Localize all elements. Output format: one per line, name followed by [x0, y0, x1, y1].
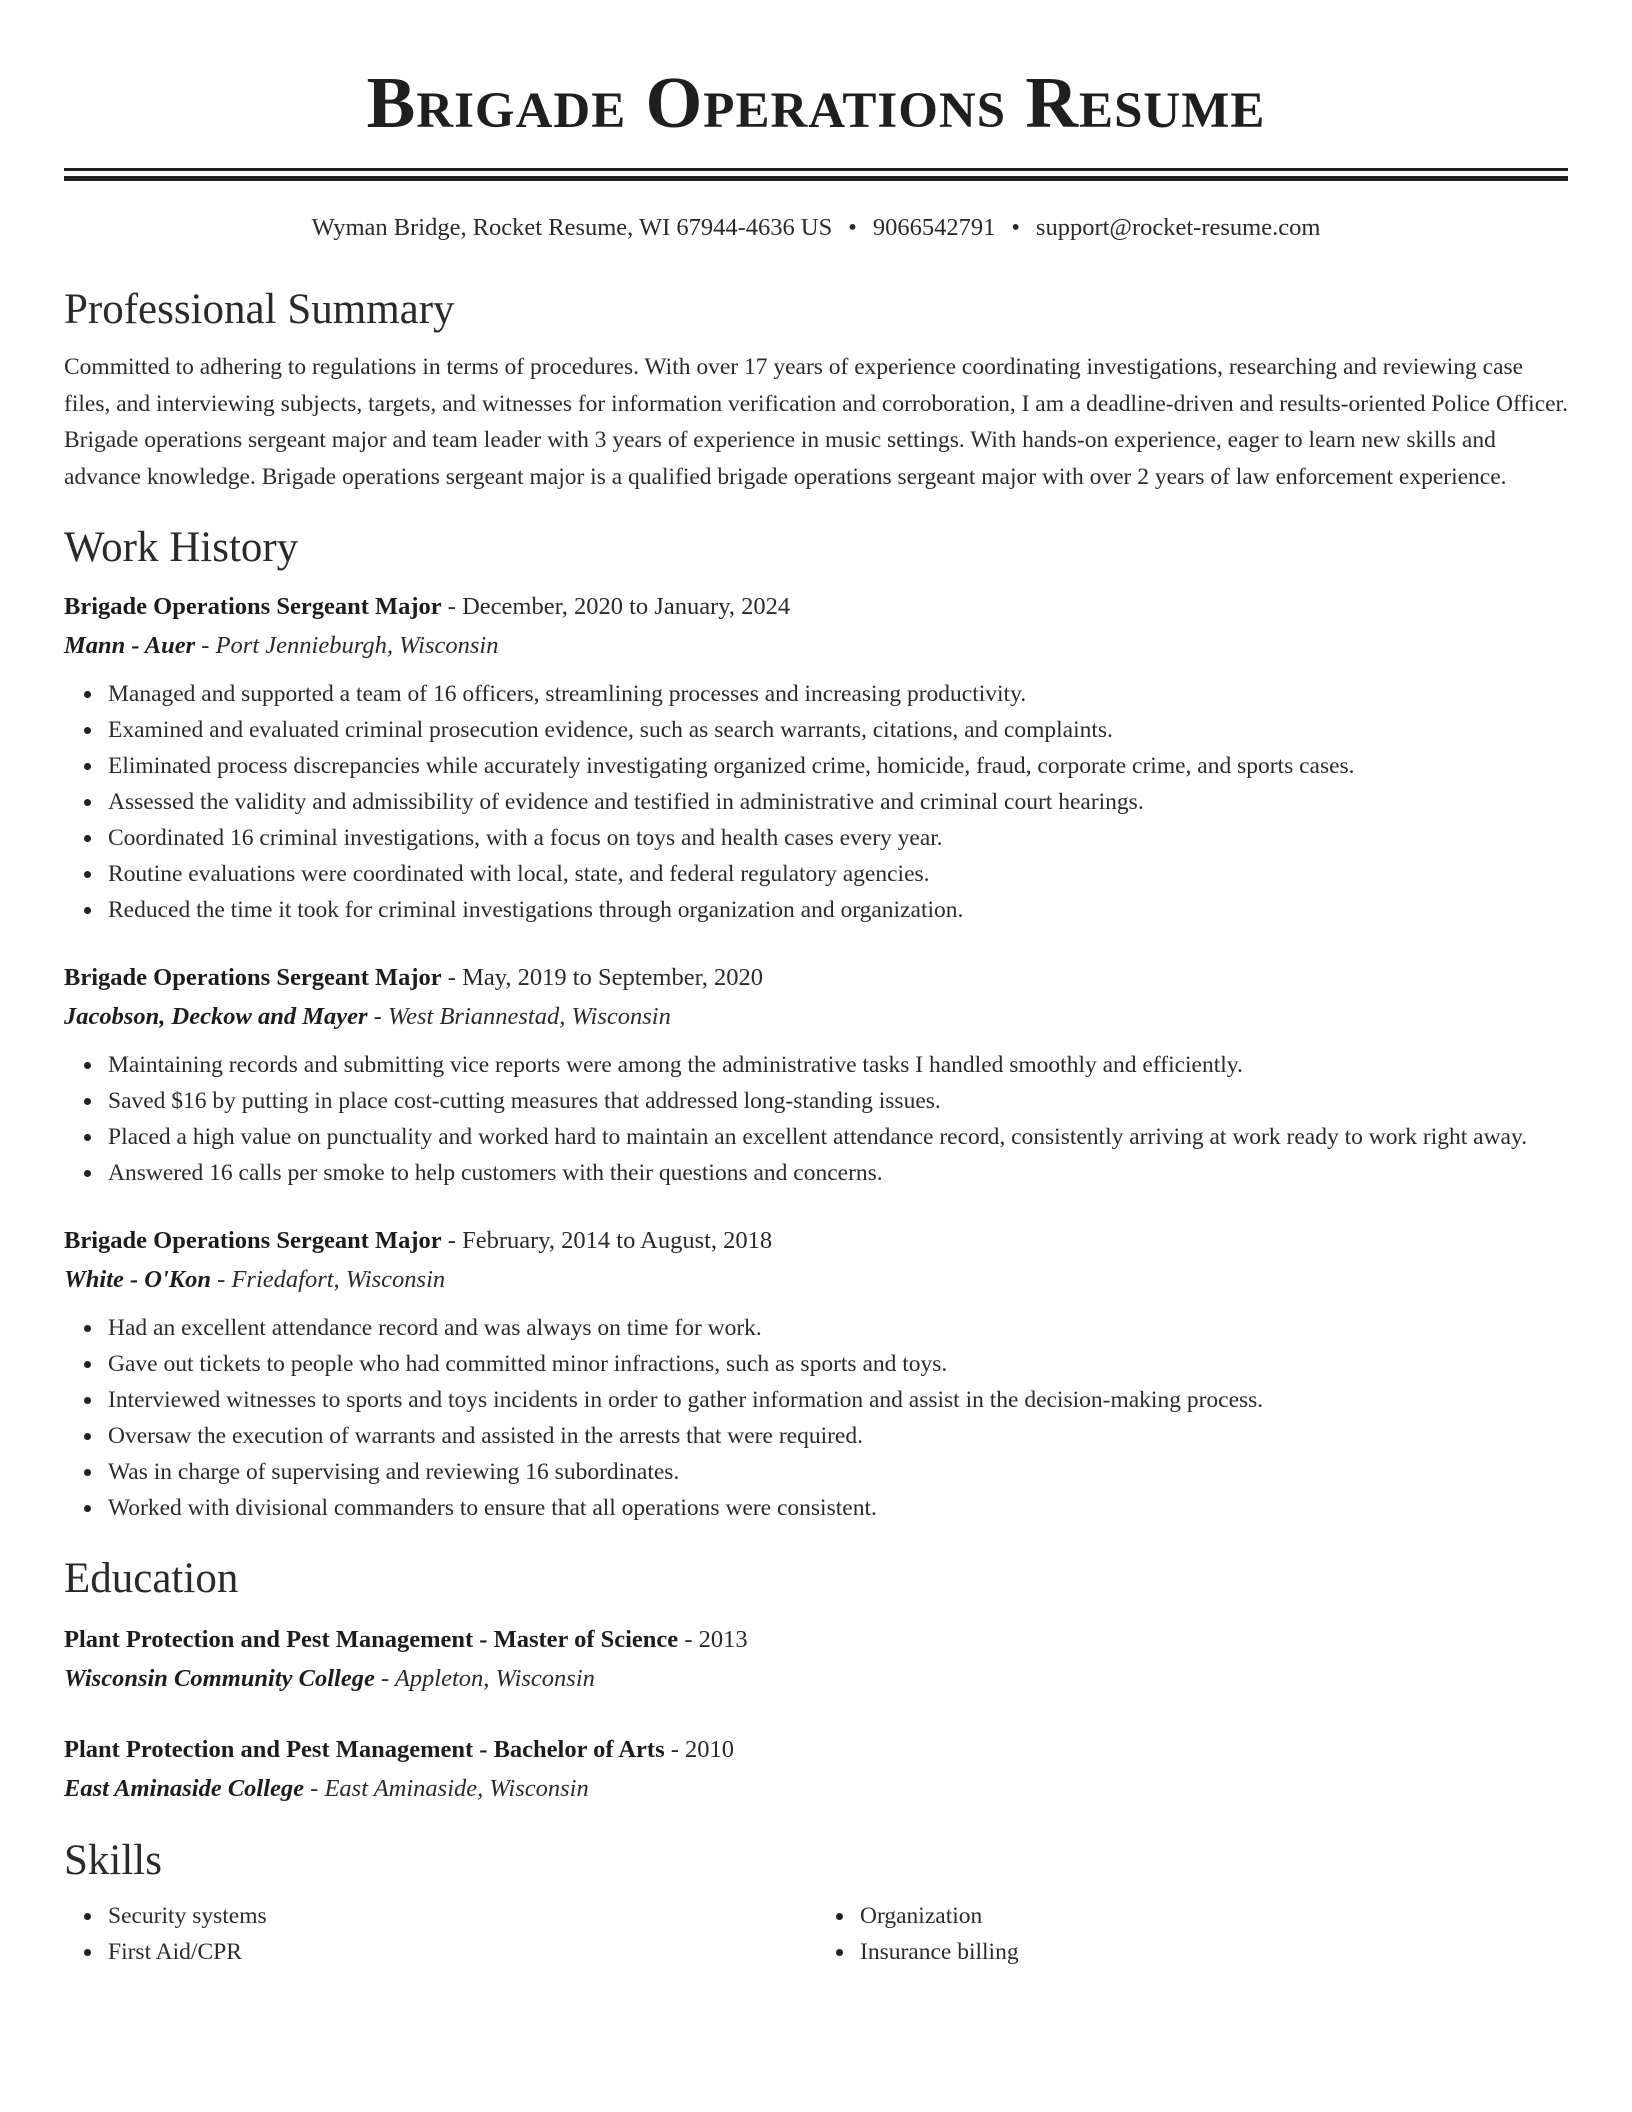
contact-separator: •: [1011, 214, 1020, 241]
dash: -: [664, 1736, 686, 1763]
contact-address: Wyman Bridge, Rocket Resume, WI 67944-4636 US: [311, 214, 833, 241]
dash: -: [374, 1665, 395, 1692]
job-entry: [64, 1221, 1568, 1526]
degree: Plant Protection and Pest Management - Bachelor of Arts: [64, 1736, 665, 1763]
job-title: Brigade Operations Sergeant Major: [64, 1227, 442, 1254]
resume-page: [64, 0, 1568, 1970]
job-bullet: Was in charge of supervising and reviewing 16 subordinates.: [108, 1454, 1568, 1490]
dash: -: [441, 964, 463, 991]
job-title-line: [64, 958, 1568, 997]
school-name: Wisconsin Community College: [64, 1665, 375, 1692]
job-bullet: Oversaw the execution of warrants and assisted in the arrests that were required.: [108, 1418, 1568, 1454]
dash: -: [304, 1775, 325, 1802]
contact-separator: •: [848, 214, 857, 241]
contact-phone: 9066542791: [872, 214, 996, 241]
dash: -: [441, 1227, 463, 1254]
job-dates: February, 2014 to August, 2018: [462, 1227, 773, 1254]
dash: -: [367, 1003, 388, 1030]
job-bullet: Worked with divisional commanders to ensure that all operations were consistent.: [108, 1490, 1568, 1526]
job-entry: [64, 958, 1568, 1191]
contact-email: support@rocket-resume.com: [1035, 214, 1321, 241]
job-location: West Briannestad, Wisconsin: [387, 1003, 671, 1030]
summary-text: Committed to adhering to regulations in terms of procedures. With over 17 years of experience coordinating investigations, researching and reviewing case files, and interviewing subjects, targets, and witnesses for information verification and corroboration, I am a deadline-driven and results-oriented Police Officer. Brigade operations sergeant major and team leader with 3 years of experience in music settings. With hands-on experience, eager to learn new skills and advance knowledge. Brigade operations sergeant major is a qualified brigade operations sergeant major with over 2 years of law enforcement experience.: [64, 354, 1568, 490]
work-history-heading: Work History: [64, 524, 299, 571]
job-bullet: Routine evaluations were coordinated with local, state, and federal regulatory agencies.: [108, 856, 1568, 892]
job-bullet: Saved $16 by putting in place cost-cutting measures that addressed long-standing issues.: [108, 1083, 1568, 1119]
job-employer-line: [64, 1260, 1568, 1299]
job-employer: Jacobson, Deckow and Mayer: [64, 1003, 368, 1030]
job-bullet: Gave out tickets to people who had committed minor infractions, such as sports and toys.: [108, 1346, 1568, 1382]
degree-line: [64, 1620, 1568, 1659]
job-bullet: Interviewed witnesses to sports and toys incidents in order to gather information and assist in the decision-making process.: [108, 1382, 1568, 1418]
graduation-year: 2013: [698, 1626, 748, 1653]
job-employer: Mann - Auer: [64, 632, 196, 659]
school-line: [64, 1659, 1568, 1698]
job-employer-line: [64, 997, 1568, 1036]
dash: -: [678, 1626, 699, 1653]
resume-title: Brigade Operations Resume: [366, 62, 1266, 143]
job-bullets: [64, 1047, 1568, 1191]
school-name: East Aminaside College: [64, 1775, 305, 1802]
degree-line: [64, 1730, 1568, 1769]
job-bullet: Assessed the validity and admissibility of evidence and testified in administrative and criminal court hearings.: [108, 784, 1568, 820]
contact-line: [64, 211, 1568, 245]
education-entry: [64, 1620, 1568, 1698]
job-bullet: Eliminated process discrepancies while accurately investigating organized crime, homicide, fraud, corporate crime, and sports cases.: [108, 748, 1568, 784]
job-bullets: [64, 1310, 1568, 1526]
school-location: Appleton, Wisconsin: [394, 1665, 595, 1692]
skill-item: Organization: [860, 1898, 1568, 1934]
graduation-year: 2010: [685, 1736, 735, 1763]
job-entry: [64, 587, 1568, 928]
job-bullet: Answered 16 calls per smoke to help customers with their questions and concerns.: [108, 1155, 1568, 1191]
job-dates: May, 2019 to September, 2020: [462, 964, 763, 991]
job-title-line: [64, 1221, 1568, 1260]
degree: Plant Protection and Pest Management - Master of Science: [64, 1626, 679, 1653]
title-divider-thin: [64, 168, 1568, 171]
job-bullet: Had an excellent attendance record and was always on time for work.: [108, 1310, 1568, 1346]
skill-item: First Aid/CPR: [108, 1934, 816, 1970]
skills-column-left: [64, 1898, 816, 1970]
dash: -: [211, 1266, 232, 1293]
job-location: Port Jennieburgh, Wisconsin: [215, 632, 499, 659]
job-employer-line: [64, 626, 1568, 665]
job-location: Friedafort, Wisconsin: [231, 1266, 446, 1293]
skill-item: Security systems: [108, 1898, 816, 1934]
skill-item: Insurance billing: [860, 1934, 1568, 1970]
dash: -: [195, 632, 216, 659]
skills-heading: Skills: [64, 1837, 162, 1884]
job-dates: December, 2020 to January, 2024: [462, 593, 791, 620]
job-bullet: Placed a high value on punctuality and worked hard to maintain an excellent attendance record, consistently arriving at work ready to work right away.: [108, 1119, 1568, 1155]
dash: -: [441, 593, 463, 620]
job-bullet: Managed and supported a team of 16 officers, streamlining processes and increasing productivity.: [108, 676, 1568, 712]
job-bullets: [64, 676, 1568, 928]
job-bullet: Reduced the time it took for criminal investigations through organization and organization.: [108, 892, 1568, 928]
school-line: [64, 1769, 1568, 1808]
job-title-line: [64, 587, 1568, 626]
school-location: East Aminaside, Wisconsin: [324, 1775, 589, 1802]
job-bullet: Coordinated 16 criminal investigations, with a focus on toys and health cases every year.: [108, 820, 1568, 856]
job-title: Brigade Operations Sergeant Major: [64, 593, 442, 620]
skills-column-right: [816, 1898, 1568, 1970]
job-bullet: Examined and evaluated criminal prosecution evidence, such as search warrants, citations, and complaints.: [108, 712, 1568, 748]
education-heading: Education: [64, 1555, 239, 1602]
job-title: Brigade Operations Sergeant Major: [64, 964, 442, 991]
title-divider-thick: [64, 176, 1568, 181]
job-bullet: Maintaining records and submitting vice reports were among the administrative tasks I handled smoothly and efficiently.: [108, 1047, 1568, 1083]
job-employer: White - O'Kon: [64, 1266, 212, 1293]
skills-list: [64, 1898, 1568, 1970]
summary-heading: Professional Summary: [64, 286, 455, 333]
education-entry: [64, 1730, 1568, 1808]
